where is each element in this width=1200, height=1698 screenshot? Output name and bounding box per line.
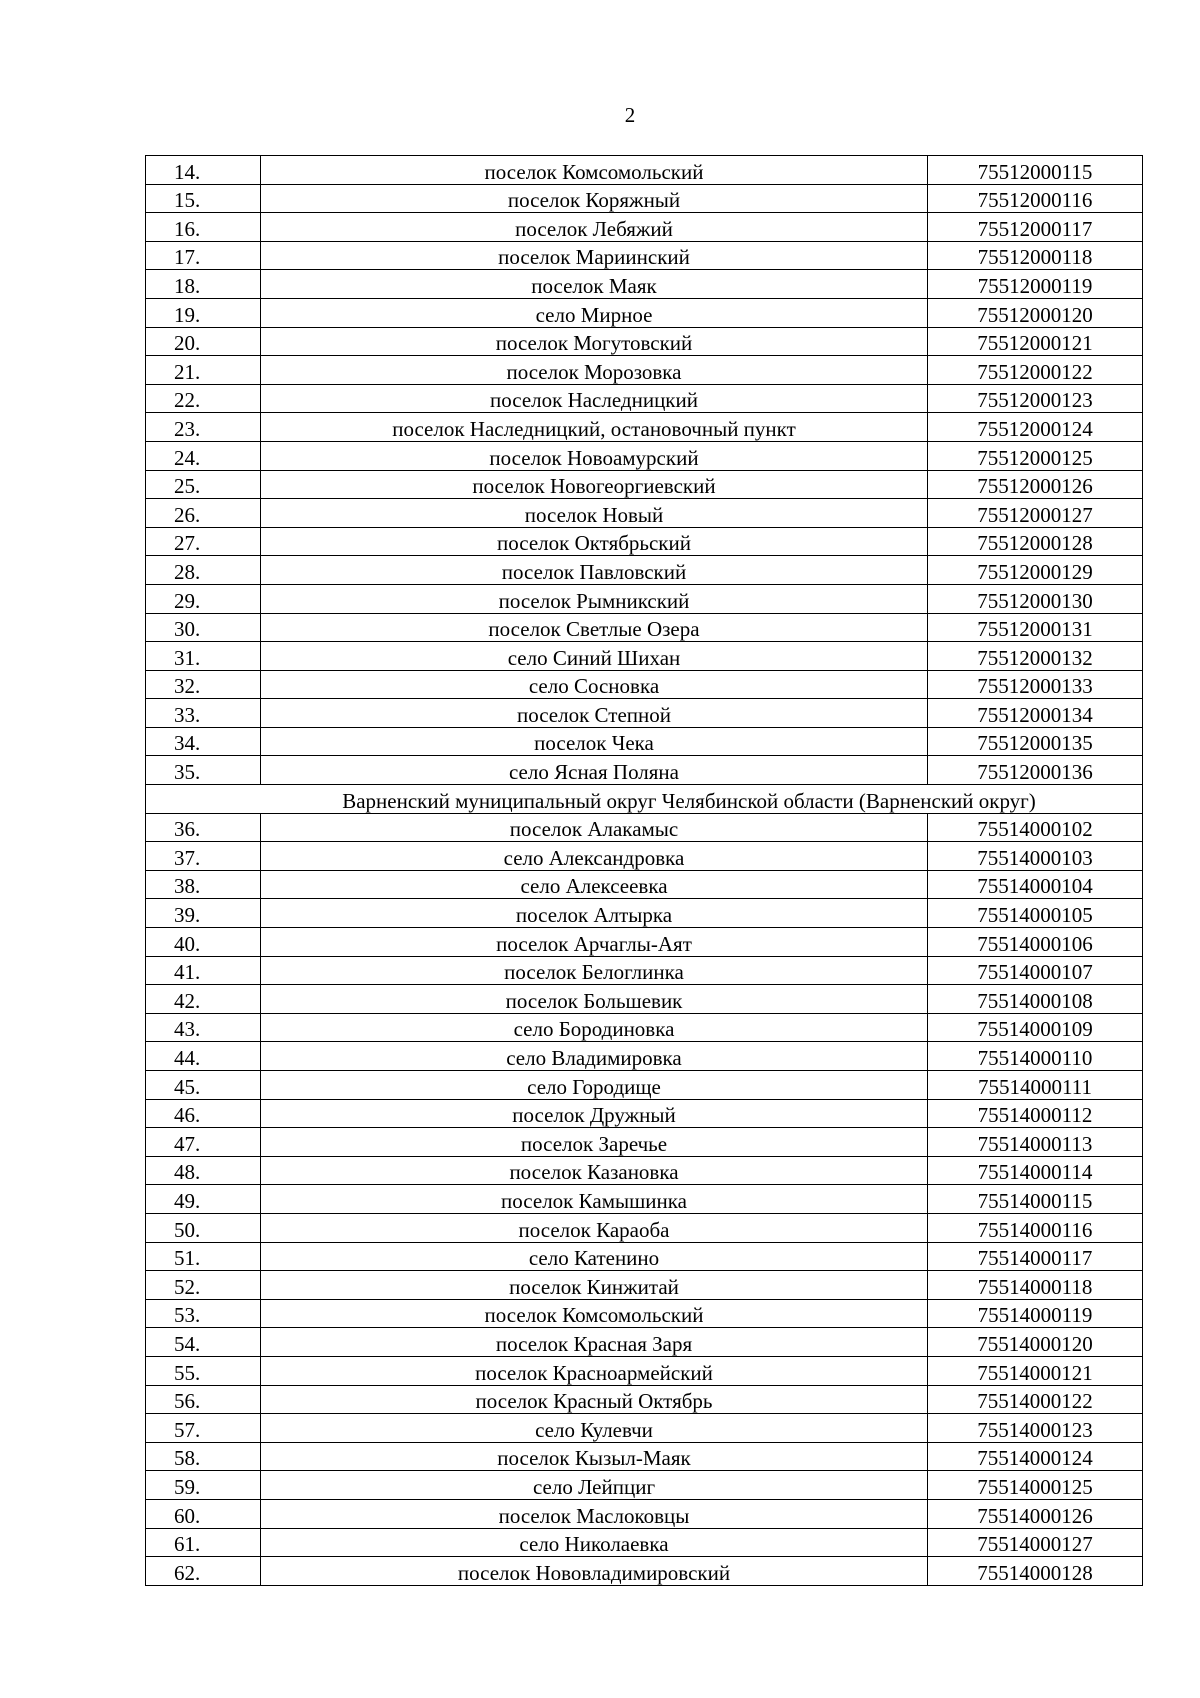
oktmo-code: 75512000136 (928, 756, 1143, 785)
row-number: 36. (146, 813, 261, 842)
settlement-name: село Николаевка (261, 1528, 928, 1557)
oktmo-code: 75514000123 (928, 1414, 1143, 1443)
oktmo-code: 75512000129 (928, 556, 1143, 585)
oktmo-code: 75514000118 (928, 1271, 1143, 1300)
table-row (146, 241, 1143, 270)
table-row (146, 699, 1143, 728)
table-row (146, 1442, 1143, 1471)
row-number: 20. (146, 327, 261, 356)
table-row (146, 670, 1143, 699)
table-row (146, 441, 1143, 470)
row-number: 28. (146, 556, 261, 585)
oktmo-code: 75514000117 (928, 1242, 1143, 1271)
table-row (146, 1271, 1143, 1300)
settlement-name: поселок Камышинка (261, 1185, 928, 1214)
row-number: 31. (146, 642, 261, 671)
settlement-name: село Мирное (261, 298, 928, 327)
row-number: 39. (146, 899, 261, 928)
oktmo-code: 75514000128 (928, 1557, 1143, 1586)
oktmo-code: 75514000112 (928, 1099, 1143, 1128)
table-row (146, 556, 1143, 585)
table-row (146, 727, 1143, 756)
settlement-name: село Ясная Поляна (261, 756, 928, 785)
row-number: 56. (146, 1385, 261, 1414)
oktmo-code: 75512000117 (928, 213, 1143, 242)
row-number: 49. (146, 1185, 261, 1214)
row-number: 29. (146, 584, 261, 613)
table-row (146, 527, 1143, 556)
row-number: 27. (146, 527, 261, 556)
section-header: Варненский муниципальный округ Челябинской области (Варненский округ) (146, 785, 1143, 814)
oktmo-code: 75514000111 (928, 1071, 1143, 1100)
settlement-name: поселок Наследницкий (261, 384, 928, 413)
table-row (146, 1414, 1143, 1443)
row-number: 38. (146, 870, 261, 899)
table-row (146, 584, 1143, 613)
table-row (146, 1356, 1143, 1385)
settlement-name: поселок Новоамурский (261, 441, 928, 470)
settlements-table (145, 155, 1143, 1586)
row-number: 45. (146, 1071, 261, 1100)
row-number: 44. (146, 1042, 261, 1071)
oktmo-code: 75514000102 (928, 813, 1143, 842)
settlement-name: поселок Рымникский (261, 584, 928, 613)
table-row (146, 1071, 1143, 1100)
table-row (146, 1328, 1143, 1357)
table-row (146, 1471, 1143, 1500)
settlements-table-body (146, 156, 1143, 1586)
oktmo-code: 75512000120 (928, 298, 1143, 327)
oktmo-code: 75514000104 (928, 870, 1143, 899)
settlement-name: поселок Наследницкий, остановочный пункт (261, 413, 928, 442)
oktmo-code: 75512000128 (928, 527, 1143, 556)
oktmo-code: 75512000124 (928, 413, 1143, 442)
row-number: 51. (146, 1242, 261, 1271)
table-row (146, 1528, 1143, 1557)
settlement-name: поселок Морозовка (261, 356, 928, 385)
settlement-name: село Кулевчи (261, 1414, 928, 1443)
table-row (146, 1213, 1143, 1242)
row-number: 50. (146, 1213, 261, 1242)
row-number: 48. (146, 1156, 261, 1185)
oktmo-code: 75514000107 (928, 956, 1143, 985)
row-number: 61. (146, 1528, 261, 1557)
settlement-name: поселок Белоглинка (261, 956, 928, 985)
settlement-name: поселок Красный Октябрь (261, 1385, 928, 1414)
settlement-name: поселок Арчаглы-Аят (261, 928, 928, 957)
settlement-name: поселок Могутовский (261, 327, 928, 356)
oktmo-code: 75512000123 (928, 384, 1143, 413)
oktmo-code: 75512000121 (928, 327, 1143, 356)
settlement-name: поселок Комсомольский (261, 1299, 928, 1328)
row-number: 53. (146, 1299, 261, 1328)
settlement-name: поселок Октябрьский (261, 527, 928, 556)
settlement-name: село Александровка (261, 842, 928, 871)
oktmo-code: 75512000119 (928, 270, 1143, 299)
settlement-name: село Владимировка (261, 1042, 928, 1071)
settlement-name: село Лейпциг (261, 1471, 928, 1500)
table-row (146, 1013, 1143, 1042)
oktmo-code: 75514000122 (928, 1385, 1143, 1414)
row-number: 43. (146, 1013, 261, 1042)
row-number: 35. (146, 756, 261, 785)
settlement-name: поселок Новый (261, 499, 928, 528)
table-row (146, 613, 1143, 642)
oktmo-code: 75514000115 (928, 1185, 1143, 1214)
row-number: 22. (146, 384, 261, 413)
settlement-name: поселок Красная Заря (261, 1328, 928, 1357)
oktmo-code: 75512000116 (928, 184, 1143, 213)
oktmo-code: 75512000118 (928, 241, 1143, 270)
table-row (146, 1128, 1143, 1157)
settlement-name: поселок Маяк (261, 270, 928, 299)
oktmo-code: 75514000109 (928, 1013, 1143, 1042)
table-row (146, 642, 1143, 671)
settlement-name: поселок Нововладимировский (261, 1557, 928, 1586)
row-number: 14. (146, 156, 261, 185)
table-row (146, 1557, 1143, 1586)
row-number: 18. (146, 270, 261, 299)
row-number: 55. (146, 1356, 261, 1385)
settlement-name: село Бородиновка (261, 1013, 928, 1042)
settlement-name: село Синий Шихан (261, 642, 928, 671)
settlement-name: поселок Коряжный (261, 184, 928, 213)
settlement-name: поселок Кызыл-Маяк (261, 1442, 928, 1471)
settlement-name: село Городище (261, 1071, 928, 1100)
settlement-name: поселок Большевик (261, 985, 928, 1014)
table-row (146, 470, 1143, 499)
table-row (146, 156, 1143, 185)
settlement-name: поселок Алакамыс (261, 813, 928, 842)
settlement-name: поселок Маслоковцы (261, 1499, 928, 1528)
row-number: 59. (146, 1471, 261, 1500)
row-number: 17. (146, 241, 261, 270)
row-number: 41. (146, 956, 261, 985)
oktmo-code: 75512000127 (928, 499, 1143, 528)
table-row (146, 842, 1143, 871)
row-number: 34. (146, 727, 261, 756)
oktmo-code: 75512000122 (928, 356, 1143, 385)
table-row (146, 327, 1143, 356)
table-row (146, 1099, 1143, 1128)
settlement-name: поселок Лебяжий (261, 213, 928, 242)
oktmo-code: 75514000116 (928, 1213, 1143, 1242)
settlement-name: поселок Светлые Озера (261, 613, 928, 642)
row-number: 54. (146, 1328, 261, 1357)
table-row (146, 356, 1143, 385)
table-row (146, 870, 1143, 899)
table-row (146, 1299, 1143, 1328)
row-number: 30. (146, 613, 261, 642)
table-row (146, 1185, 1143, 1214)
row-number: 62. (146, 1557, 261, 1586)
table-row (146, 985, 1143, 1014)
oktmo-code: 75514000124 (928, 1442, 1143, 1471)
oktmo-code: 75514000125 (928, 1471, 1143, 1500)
table-row (146, 499, 1143, 528)
row-number: 19. (146, 298, 261, 327)
table-row (146, 1242, 1143, 1271)
table-row (146, 184, 1143, 213)
row-number: 33. (146, 699, 261, 728)
row-number: 23. (146, 413, 261, 442)
row-number: 52. (146, 1271, 261, 1300)
oktmo-code: 75514000114 (928, 1156, 1143, 1185)
row-number: 26. (146, 499, 261, 528)
settlement-name: поселок Чека (261, 727, 928, 756)
table-row (146, 1499, 1143, 1528)
table-row (146, 899, 1143, 928)
oktmo-code: 75514000113 (928, 1128, 1143, 1157)
settlement-name: поселок Павловский (261, 556, 928, 585)
oktmo-code: 75514000105 (928, 899, 1143, 928)
settlement-name: поселок Комсомольский (261, 156, 928, 185)
settlement-name: поселок Новогеоргиевский (261, 470, 928, 499)
oktmo-code: 75512000134 (928, 699, 1143, 728)
oktmo-code: 75514000126 (928, 1499, 1143, 1528)
row-number: 40. (146, 928, 261, 957)
row-number: 24. (146, 441, 261, 470)
row-number: 60. (146, 1499, 261, 1528)
settlement-name: поселок Кинжитай (261, 1271, 928, 1300)
oktmo-code: 75514000119 (928, 1299, 1143, 1328)
table-row (146, 1156, 1143, 1185)
table-row (146, 1385, 1143, 1414)
settlement-name: село Сосновка (261, 670, 928, 699)
table-row (146, 270, 1143, 299)
oktmo-code: 75512000133 (928, 670, 1143, 699)
oktmo-code: 75512000132 (928, 642, 1143, 671)
oktmo-code: 75514000120 (928, 1328, 1143, 1357)
oktmo-code: 75512000131 (928, 613, 1143, 642)
section-header-row (146, 785, 1143, 814)
row-number: 32. (146, 670, 261, 699)
row-number: 37. (146, 842, 261, 871)
settlement-name: поселок Мариинский (261, 241, 928, 270)
table-row (146, 956, 1143, 985)
row-number: 42. (146, 985, 261, 1014)
row-number: 57. (146, 1414, 261, 1443)
row-number: 15. (146, 184, 261, 213)
table-row (146, 813, 1143, 842)
oktmo-code: 75514000103 (928, 842, 1143, 871)
oktmo-code: 75514000121 (928, 1356, 1143, 1385)
table-row (146, 1042, 1143, 1071)
oktmo-code: 75514000106 (928, 928, 1143, 957)
settlement-name: поселок Казановка (261, 1156, 928, 1185)
settlement-name: поселок Степной (261, 699, 928, 728)
table-row (146, 384, 1143, 413)
table-row (146, 928, 1143, 957)
oktmo-code: 75512000135 (928, 727, 1143, 756)
table-row (146, 213, 1143, 242)
oktmo-code: 75512000125 (928, 441, 1143, 470)
oktmo-code: 75512000126 (928, 470, 1143, 499)
page-number: 2 (624, 103, 636, 127)
settlement-name: село Катенино (261, 1242, 928, 1271)
row-number: 16. (146, 213, 261, 242)
row-number: 46. (146, 1099, 261, 1128)
oktmo-code: 75514000110 (928, 1042, 1143, 1071)
oktmo-code: 75514000108 (928, 985, 1143, 1014)
row-number: 21. (146, 356, 261, 385)
settlement-name: поселок Красноармейский (261, 1356, 928, 1385)
table-row (146, 413, 1143, 442)
settlement-name: поселок Караоба (261, 1213, 928, 1242)
settlement-name: поселок Алтырка (261, 899, 928, 928)
row-number: 58. (146, 1442, 261, 1471)
oktmo-code: 75512000115 (928, 156, 1143, 185)
settlement-name: поселок Заречье (261, 1128, 928, 1157)
row-number: 47. (146, 1128, 261, 1157)
row-number: 25. (146, 470, 261, 499)
table-row (146, 298, 1143, 327)
oktmo-code: 75512000130 (928, 584, 1143, 613)
oktmo-code: 75514000127 (928, 1528, 1143, 1557)
settlement-name: поселок Дружный (261, 1099, 928, 1128)
table-row (146, 756, 1143, 785)
settlement-name: село Алексеевка (261, 870, 928, 899)
